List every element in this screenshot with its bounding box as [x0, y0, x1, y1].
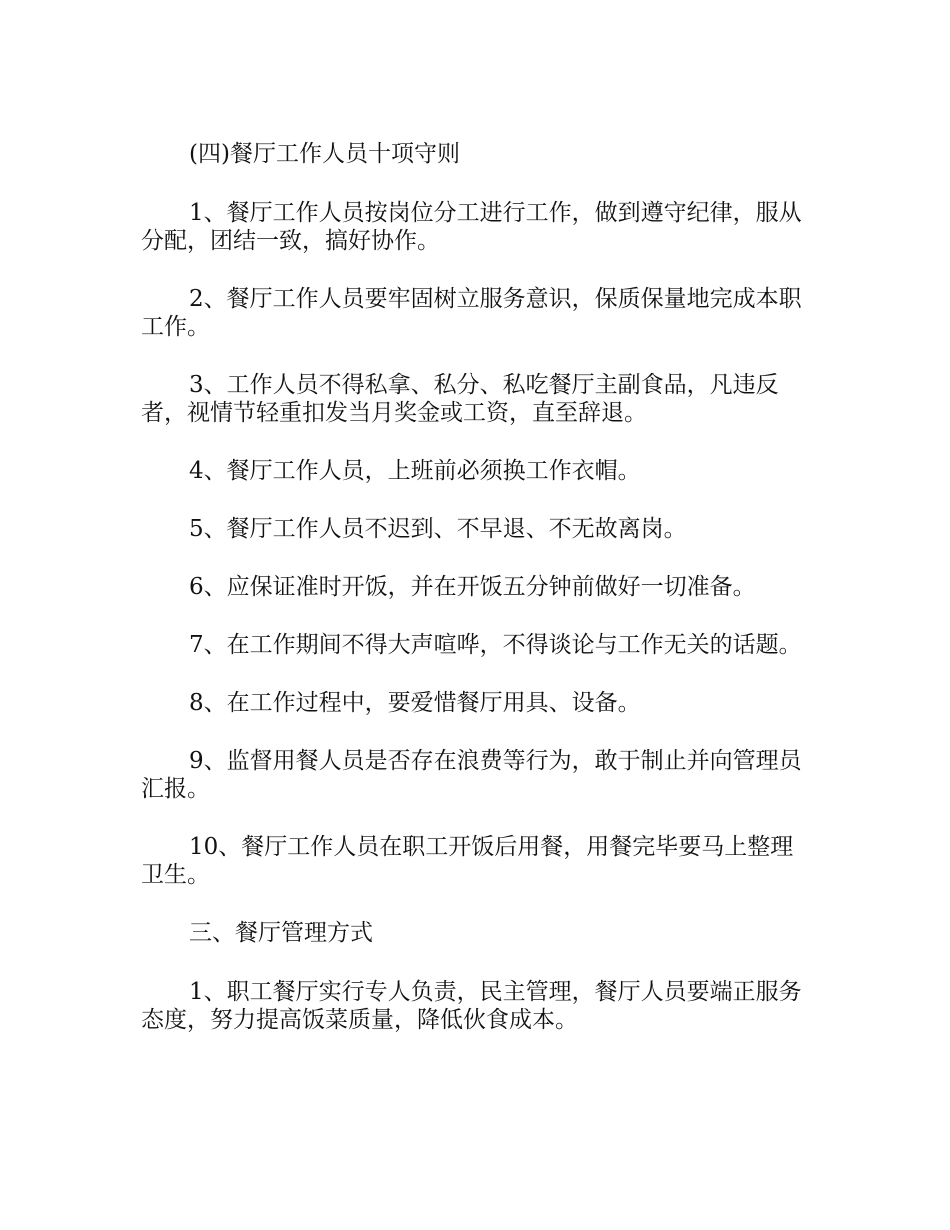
- rule-2: 2、餐厅工作人员要牢固树立服务意识，保质保量地完成本职工作。: [141, 286, 802, 340]
- management-rule-1: 1、职工餐厅实行专人负责，民主管理，餐厅人员要端正服务态度，努力提高饭菜质量，降低伙食成本。: [141, 979, 802, 1033]
- document-page: [141, 140, 813, 1064]
- section-heading-staff-rules: (四)餐厅工作人员十项守则: [189, 141, 460, 167]
- rule-10: 10、餐厅工作人员在职工开饭后用餐，用餐完毕要马上整理卫生。: [141, 834, 794, 888]
- rule-5: 5、餐厅工作人员不迟到、不早退、不无故离岗。: [189, 516, 687, 542]
- rule-4: 4、餐厅工作人员，上班前必须换工作衣帽。: [189, 458, 641, 484]
- rule-8: 8、在工作过程中，要爱惜餐厅用具、设备。: [189, 690, 641, 716]
- section-heading-management: 三、餐厅管理方式: [189, 920, 373, 946]
- rule-7: 7、在工作期间不得大声喧哗，不得谈论与工作无关的话题。: [189, 632, 802, 658]
- rule-6: 6、应保证准时开饭，并在开饭五分钟前做好一切准备。: [189, 574, 756, 600]
- rule-9: 9、监督用餐人员是否存在浪费等行为，敢于制止并向管理员汇报。: [141, 748, 802, 802]
- rule-3: 3、工作人员不得私拿、私分、私吃餐厅主副食品，凡违反者，视情节轻重扣发当月奖金或工资，直至辞退。: [141, 372, 779, 426]
- rule-1: 1、餐厅工作人员按岗位分工进行工作，做到遵守纪律，服从分配，团结一致，搞好协作。: [141, 200, 802, 254]
